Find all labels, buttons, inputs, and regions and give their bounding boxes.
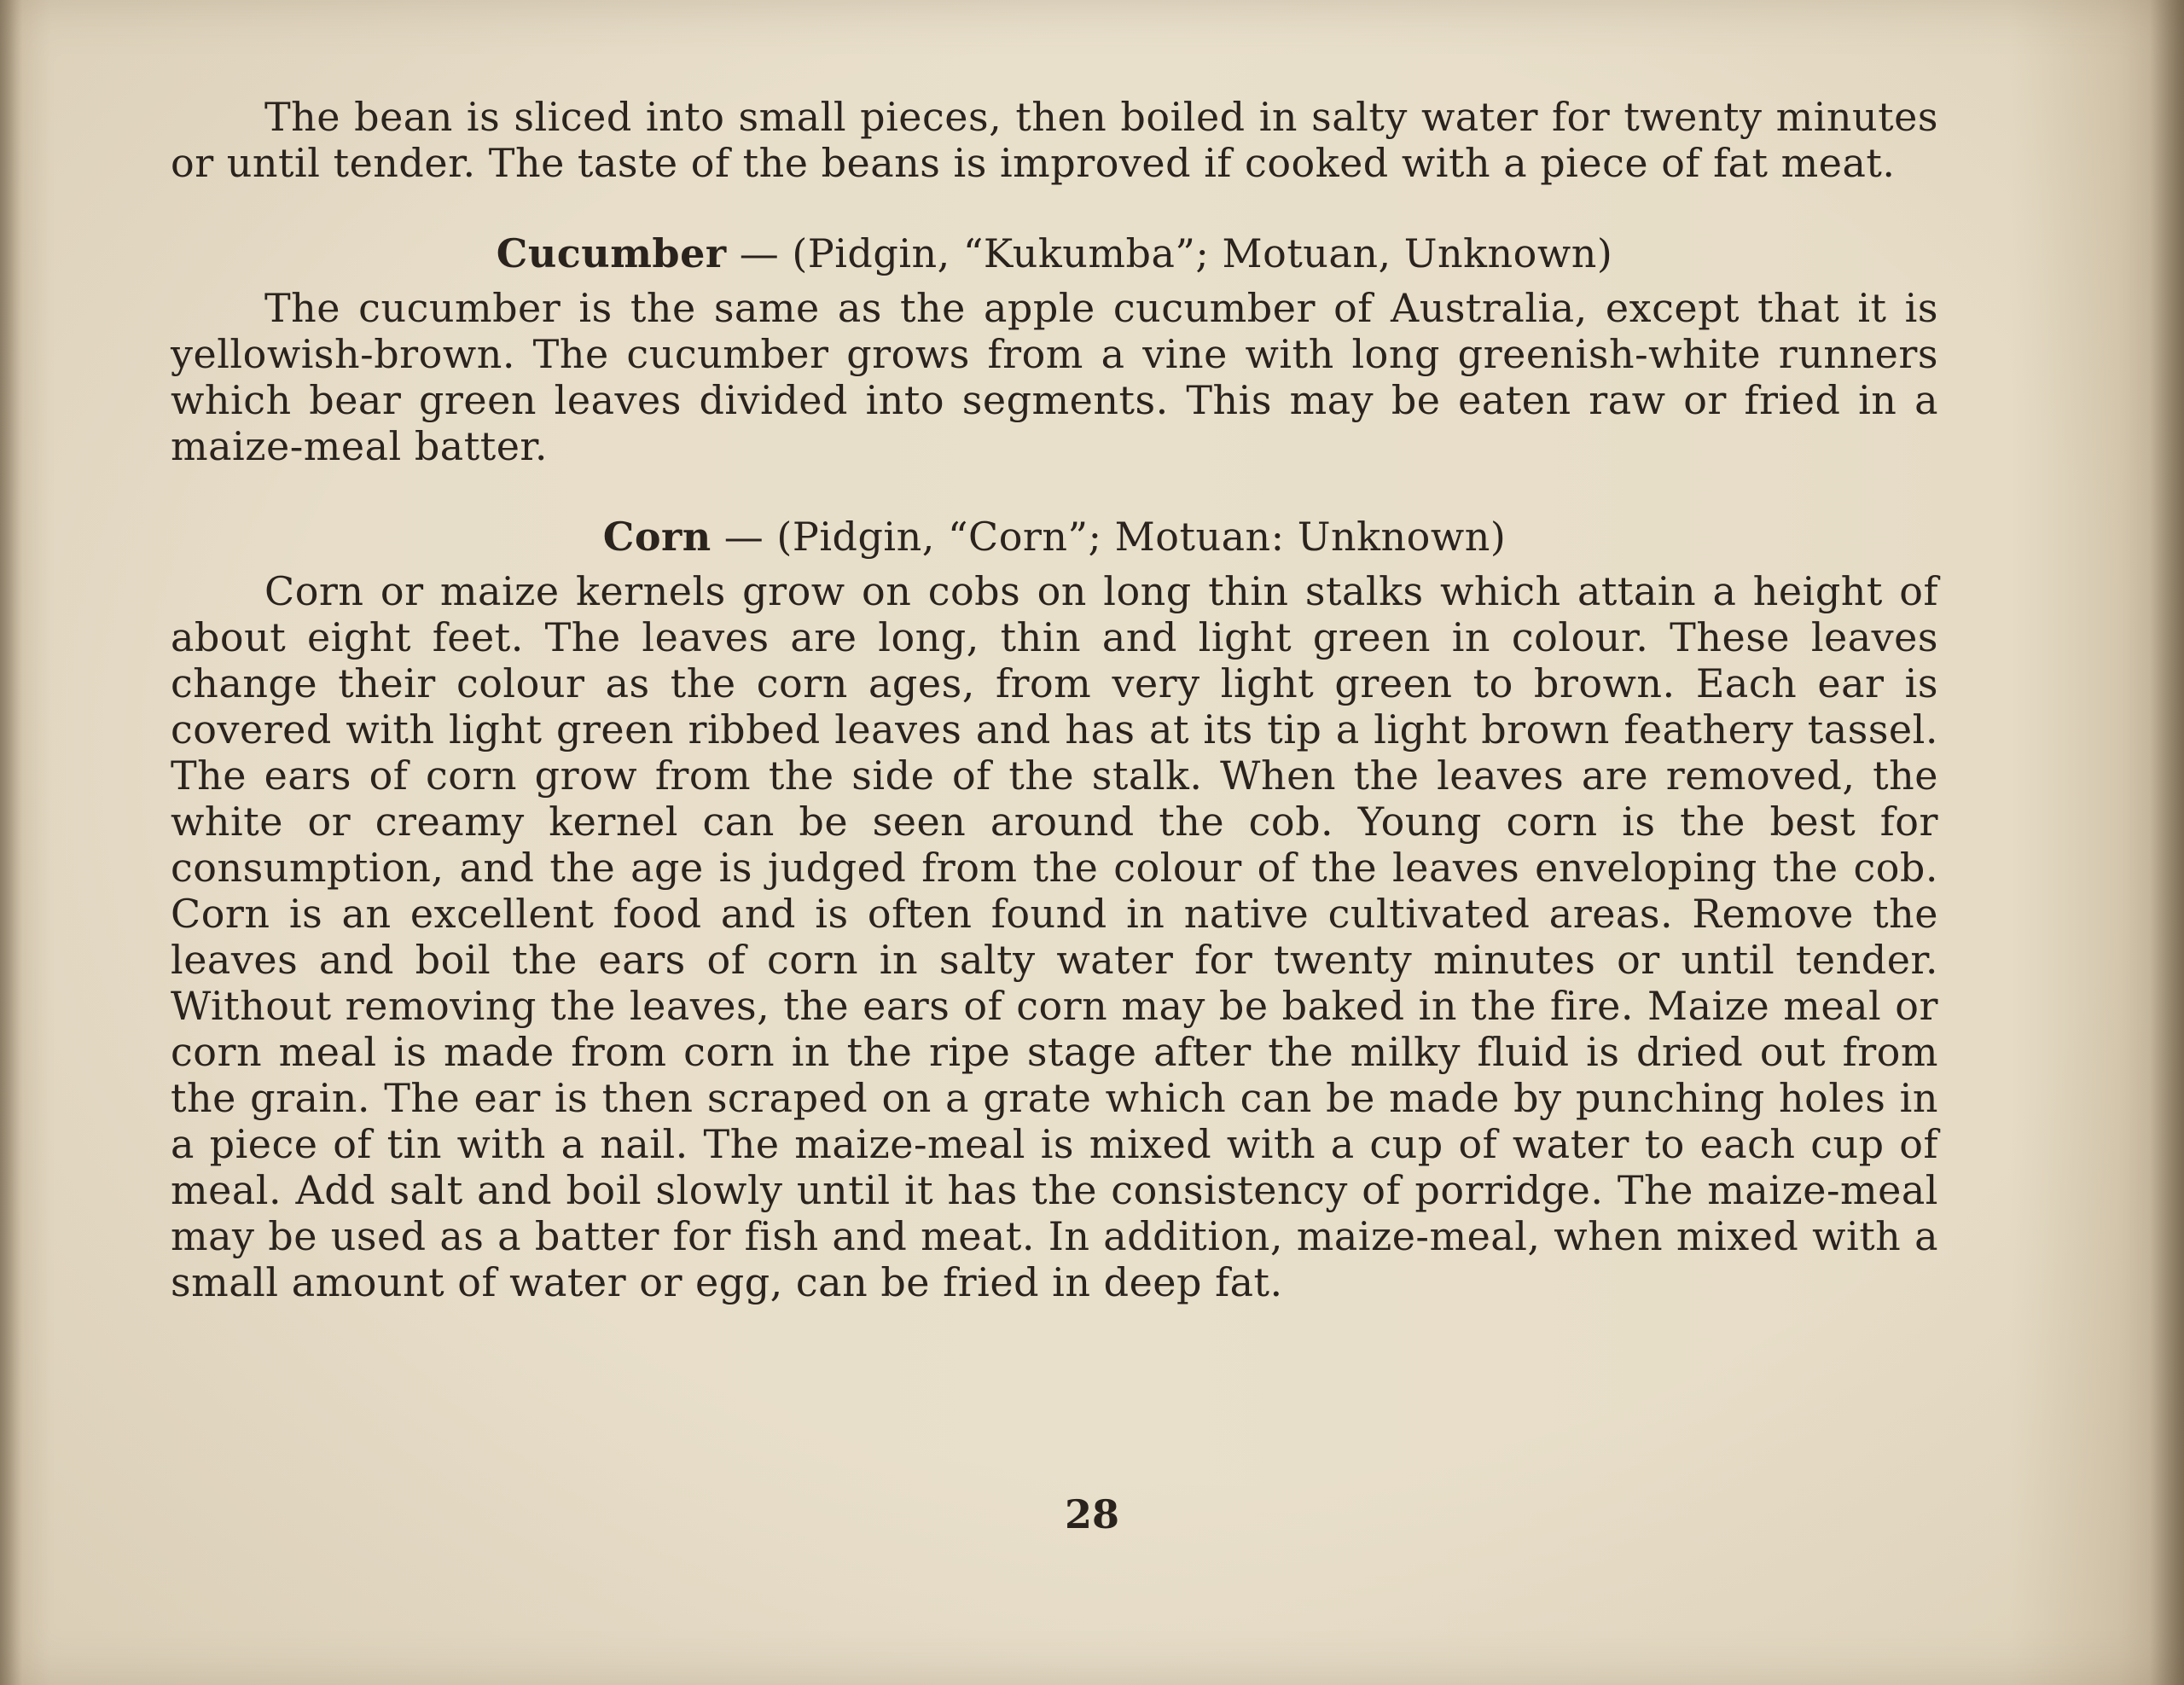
corn-subtitle: — (Pidgin, “Corn”; Motuan: Unknown) [711,514,1507,560]
bean-paragraph: The bean is sliced into small pieces, then boiled in salty water for twenty minutes or until tender. The taste of the beans is improved if cooked with a piece of fat meat. [171,94,1938,186]
page-spine-shadow [0,0,22,1685]
page-edge-shadow [2150,0,2184,1685]
cucumber-heading [171,230,1938,276]
cucumber-term: Cucumber [496,230,727,276]
page-number: 28 [1064,1491,1119,1537]
corn-heading [171,514,1938,560]
corn-paragraph: Corn or maize kernels grow on cobs on long thin stalks which attain a height of about eight feet. The leaves are long, thin and light green in colour. These leaves change their colour as the corn ages, from very light green to brown. Each ear is covered with light green ribbed leaves and has at its tip a light brown feathery tassel. The ears of corn grow from the side of the stalk. When the leaves are removed, the white or creamy kernel can be seen around the cob. Young corn is the best for consumption, and the age is judged from the colour of the leaves enveloping the cob. Corn is an excellent food and is often found in native cultivated areas. Remove the leaves and boil the ears of corn in salty water for twenty minutes or until tender. Without removing the leaves, the ears of corn may be baked in the fire. Maize meal or corn meal is made from corn in the ripe stage after the milky fluid is dried out from the grain. The ear is then scraped on a grate which can be made by punching holes in a piece of tin with a nail. The maize-meal is mixed with a cup of water to each cup of meal. Add salt and boil slowly until it has the consistency of porridge. The maize-meal may be used as a batter for fish and meat. In addition, maize-meal, when mixed with a small amount of water or egg, can be fried in deep fat. [171,568,1938,1305]
corn-term: Corn [602,514,712,560]
page-text-block [171,94,1938,1305]
cucumber-paragraph: The cucumber is the same as the apple cucumber of Australia, except that it is yellowish-brown. The cucumber grows from a vine with long greenish-white runners which bear green leaves divided into segments. This may be eaten raw or fried in a maize-meal batter. [171,285,1938,469]
cucumber-subtitle: — (Pidgin, “Kukumba”; Motuan, Unknown) [726,230,1613,276]
